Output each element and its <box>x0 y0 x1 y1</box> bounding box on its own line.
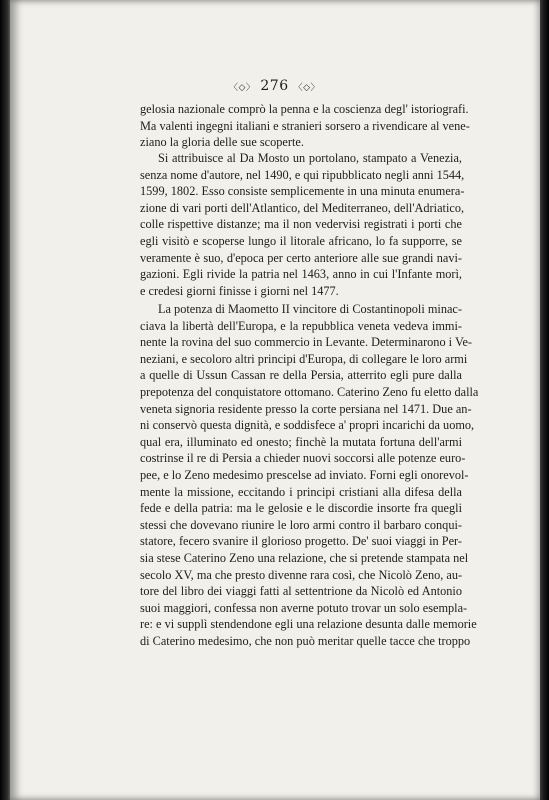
right-ornament-icon: 〈◇〉 <box>293 82 321 93</box>
text-line: senza nome d'autore, nel 1490, e qui ripubblicato negli anni 1544, <box>140 167 465 182</box>
text-line: mente la missione, eccitando i principi cristiani alla difesa della <box>140 484 462 499</box>
text-line: qual era, illuminato ed onesto; finchè la mutata fortuna dell'armi <box>140 434 462 449</box>
text-line: La potenza di Maometto II vincitore di Costantinopoli minac- <box>158 302 462 316</box>
text-line: ciava la libertà dell'Europa, e la repubblica veneta vedeva immi- <box>140 318 462 333</box>
text-line: Si attribuisce al Da Mosto un portolano, stampato a Venezia, <box>158 151 462 165</box>
text-line: pee, e lo Zeno medesimo prescelse ad inviato. Forni egli onorevol- <box>140 467 469 482</box>
page-number: 276 <box>260 78 289 94</box>
text-line: veneta signoria residente presso la corte persiana nel 1471. Due an- <box>140 401 472 416</box>
text-line: gazioni. Egli rivide la patria nel 1463, anno in cui l'Infante morì, <box>140 267 462 282</box>
text-line: costrinse il re di Persia a chieder nuovi soccorsi alle potenze euro- <box>140 451 466 466</box>
text-line: secolo XV, ma che presto divenne rara così, che Nicolò Zeno, au- <box>140 567 463 582</box>
scan-border-right <box>540 0 549 800</box>
text-line: neziani, e secoloro altri principi d'Europa, di collegare le loro armi <box>140 351 468 366</box>
text-line: ni conservò questa dignità, e soddisfece a' propri incarichi da uomo, <box>140 418 475 433</box>
text-line: gelosia nazionale comprò la penna e la coscienza degl' istoriografi. <box>140 102 469 116</box>
scan-border-left <box>0 0 10 800</box>
text-line: colle rispettive distanze; ma il non vedervisi registrati i porti che <box>140 217 462 232</box>
text-line: egli visitò e scoperse lungo il litorale africano, lo fa supporre, se <box>140 233 462 248</box>
paragraph-1 <box>140 101 470 151</box>
text-line: tore del libro dei viaggi fatti al settentrione da Nicolò ed Antonio <box>140 584 462 599</box>
text-line: veramente è suo, d'epoca per certo anteriore alle sue grandi navi- <box>140 250 462 265</box>
page-header <box>0 78 549 94</box>
text-line: 1599, 1802. Esso consiste semplicemente in una minuta enumera- <box>140 184 465 199</box>
text-line: sia stese Caterino Zeno una relazione, che si pretende stampata nel <box>140 550 469 565</box>
text-line: a quelle di Ussun Cassan re della Persia, atterrito egli pure dalla <box>140 368 462 383</box>
text-line: prepotenza del conquistatore ottomano. Caterino Zeno fu eletto dalla <box>140 384 479 399</box>
left-ornament-icon: 〈◇〉 <box>228 82 256 93</box>
text-line: e credesi giorni finisse i giorni nel 1477. <box>140 283 339 298</box>
text-line: fede e della patria: ma le gelosie e le discordie insorte fra quegli <box>140 501 462 516</box>
text-line: Ma valenti ingegni italiani e stranieri sorsero a rivendicare al vene- <box>140 118 470 133</box>
text-line: di Caterino medesimo, che non può meritar quelle tacce che troppo <box>140 633 471 648</box>
paragraph-3 <box>140 301 479 649</box>
text-line: stessi che dovevano riunire le loro armi contro il barbaro conqui- <box>140 517 462 532</box>
paragraph-2 <box>140 150 465 299</box>
text-line: nente la rovina del suo commercio in Levante. Determinarono i Ve- <box>140 335 473 350</box>
text-line: ziano la gloria delle sue scoperte. <box>140 135 304 150</box>
text-line: statore, fecero svanire il glorioso progetto. De' suoi viaggi in Per- <box>140 534 462 549</box>
text-line: suoi maggiori, confessa non averne potuto trovar un solo esempla- <box>140 600 468 615</box>
text-line: re: e vi supplì stendendone egli una relazione desunta dalle memorie <box>140 617 477 632</box>
text-line: zione di vari porti dell'Atlantico, del Mediterraneo, dell'Adriatico, <box>140 200 465 215</box>
